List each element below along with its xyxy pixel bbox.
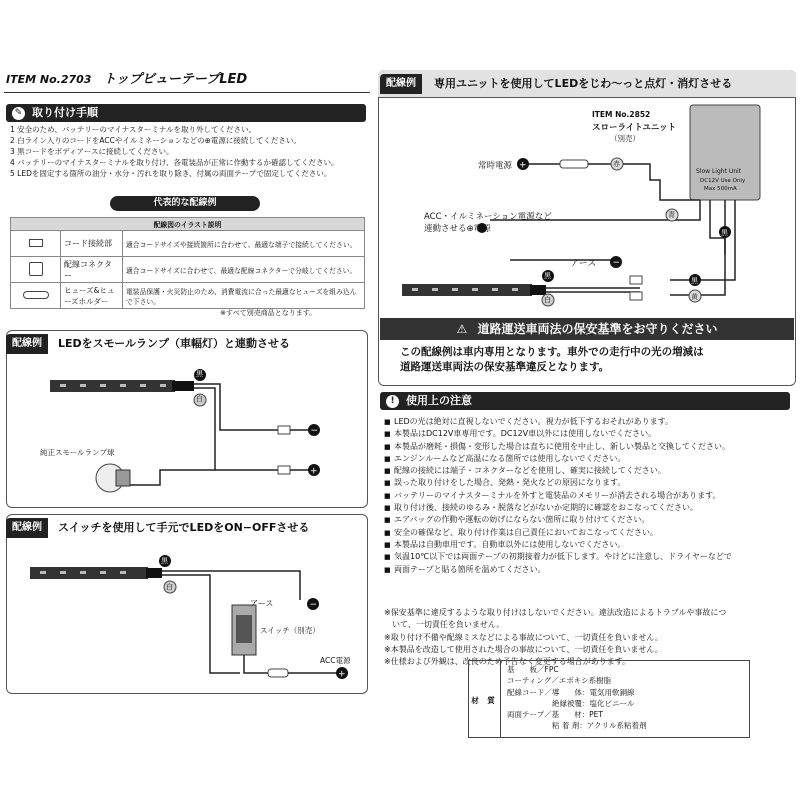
earth-label: アース (570, 259, 597, 269)
law-line: 道路運送車両法の保安基準違反となります。 (400, 361, 610, 373)
black-wire-label: 黒 (544, 272, 551, 280)
switch-label: スイッチ（別売） (260, 626, 320, 635)
cautions-section-bar (380, 392, 790, 410)
svg-text:+: + (310, 466, 318, 477)
unit-name: スローライトユニット (592, 123, 677, 133)
wiring-examples-pill: 代表的な配線例 (110, 196, 260, 211)
step-item: 3 黒コードをボディアースに接続してください。 (10, 147, 174, 156)
material-label: 材 質 (469, 661, 501, 737)
svg-text:+: + (519, 160, 527, 171)
material-row: 両面テープ／基 材：PET (507, 710, 603, 720)
law-text (400, 345, 780, 375)
black-wire-label: 黒 (721, 229, 728, 237)
blue-wire-label: 青 (668, 211, 675, 219)
install-steps (10, 124, 365, 179)
white-wire-label: 白 (196, 395, 203, 403)
white-wire-label: 白 (166, 583, 173, 591)
black-wire-label: 黒 (196, 370, 203, 378)
constant-power-label: 常時電源 (478, 161, 513, 171)
caution-item-cont: ■ 両面テープと貼る箇所を温めてください。 (384, 564, 794, 576)
install-title: 取り付け手順 (32, 106, 98, 119)
example3-title: 専用ユニットを使用してLEDをじわ〜っと点灯・消灯させる (434, 77, 733, 90)
product-header (0, 70, 370, 90)
example3-tag: 配線例 (380, 74, 422, 94)
fuse-holder-icon (11, 283, 61, 309)
law-warning-bar (380, 318, 794, 340)
legend-name: コード接続部 (61, 231, 123, 257)
legend-table (10, 217, 365, 309)
footnote: いて、一切責任を負いません。 (384, 620, 505, 630)
caution-item: ■ 安全の確保など、取り付け作業は自己責任においておこなってください。 (384, 527, 794, 539)
caution-item: ■ バッテリーのマイナスターミナルを外すと電装品のメモリーが消去される場合があります。 (384, 490, 794, 502)
example1-tag: 配線例 (6, 334, 48, 354)
example2-tag: 配線例 (6, 518, 48, 538)
caution-item: ■ 本製品が磨耗・損傷・変形した場合は直ちに使用を中止し、新しい製品と交換してください。 (384, 441, 794, 453)
material-row: 配線コード／導 体：電気用軟銅線 (507, 687, 635, 697)
svg-text:−: − (309, 600, 318, 610)
acc-label: ACC・イルミネーション電源など (424, 212, 552, 222)
warning-icon: ! (386, 395, 399, 408)
caution-item: ■ 気温10℃以下では両面テープの初期接着力が低下します。やけどに注意し、ドライヤーなどで (384, 551, 794, 563)
red-wire-label: 赤 (613, 160, 620, 168)
example1-title: LEDをスモールランプ（車幅灯）と連動させる (58, 337, 290, 350)
material-box (468, 660, 750, 738)
material-row: コーティング／エポキシ系樹脂 (507, 676, 612, 686)
led-strip (50, 380, 175, 392)
warning-icon: ⚠ (456, 322, 468, 336)
step-item: 5 LEDを固定する箇所の油分・水分・汚れを取り除き、付属の両面テープで固定してください。 (10, 169, 332, 178)
yellow-wire-label: 黄 (691, 293, 698, 301)
footnote: ※取り付け不備や配線ミスなどによる事故について、一切責任を負いません。 (384, 632, 663, 642)
step-item: 2 白ライン入りのコードをACCやイルミネーションなどの⊕電源に接続してください。 (10, 136, 301, 145)
caution-item: ■ LEDの光は絶対に直視しないでください。視力が低下するおそれがあります。 (384, 416, 794, 428)
footnote: ※仕様および外観は、改良のため予告なく変更する場合があります。 (384, 657, 631, 667)
material-row: 粘 着 剤：アクリル系粘着剤 (507, 721, 647, 731)
example2-diagram (10, 545, 364, 690)
white-wire-label: 白 (544, 296, 551, 304)
header-rule (4, 92, 370, 93)
wiring-connector-icon (11, 257, 61, 283)
material-row: 絶縁被覆：塩化ビニール (507, 698, 635, 708)
unit-text2: DC12V Use Only (700, 178, 746, 184)
wrench-icon: ✎ (12, 107, 25, 120)
black-wire-label: 黒 (161, 557, 168, 565)
unit-text3: Max 500mA (704, 186, 737, 192)
caution-item: ■ エンジンルームなど高温になる箇所では使用しないでください。 (384, 453, 794, 465)
step-item: 1 安全のため、バッテリーのマイナスターミナルを取り外してください。 (10, 125, 257, 134)
caution-item: ■ 本製品はDC12V車専用です。DC12V車以外には使用しないでください。 (384, 428, 794, 440)
footnote: ※保安基準に違反するような取り付けはしないでください。違法改造によるトラブルや事故につ (384, 608, 727, 617)
legend-desc: 適合コードサイズや接続箇所に合わせて、最適な端子で接続してください。 (123, 231, 365, 257)
black-wire-label: 黒 (691, 277, 698, 285)
cautions-title: 使用上の注意 (406, 394, 472, 407)
legend-desc: 適合コードサイズに合わせて、最適な配線コネクターで分岐してください。 (123, 257, 365, 283)
led-strip (30, 567, 148, 579)
example1-diagram (10, 360, 364, 505)
legend-desc: 電装品保護・火災防止のため、消費電流に合った最適なヒューズを組み込んで下さい。 (123, 283, 365, 309)
caution-item: ■ 本製品は自動車用です。自動車以外には使用しないでください。 (384, 539, 794, 551)
caution-item: ■ 配線の接続には端子・コネクターなどを使用し、確実に接続してください。 (384, 465, 794, 477)
unit-text1: Slow Light Unit (696, 168, 742, 175)
earth-label: アース (250, 599, 274, 608)
acc-label: ACC電源 (320, 656, 351, 665)
legend-name: 配線コネクター (61, 257, 123, 283)
unit-item-no: ITEM No.2852 (592, 110, 651, 119)
legend-name: ヒューズ&ヒューズホルダー (61, 283, 123, 309)
svg-text:−: − (612, 258, 621, 268)
material-row: 基 板／FPC (507, 665, 559, 674)
caution-item: ■ エアバッグの作動や運転の妨げにならない箇所に取り付けてください。 (384, 514, 794, 526)
footnote: ※本製品を改造して使用された場合の事故について、一切責任を負いません。 (384, 644, 663, 654)
item-number: ITEM No.2703 (6, 73, 92, 86)
lamp-label: 純正スモールランプ球 (40, 448, 115, 457)
caution-item: ■ 誤った取り付けをした場合、発熱・発火などの原因になります。 (384, 477, 794, 489)
legend-note: ※すべて別売商品となります。 (220, 309, 317, 317)
example2-title: スイッチを使用して手元でLEDをON−OFFさせる (58, 521, 310, 534)
acc-sub-label: 連動させる⊕電源 (424, 224, 491, 234)
cautions-list (384, 416, 794, 576)
install-section-bar (6, 104, 366, 122)
caution-item: ■ 取り付け後、接続のゆるみ・脱落などがないか定期的に確認をおこなってください。 (384, 502, 794, 514)
law-title: 道路運送車両法の保安基準をお守りください (477, 322, 718, 336)
svg-text:+: + (338, 669, 346, 680)
legend-header: 配線図のイラスト説明 (11, 218, 365, 231)
connector-icon (11, 231, 61, 257)
unit-sub: （別売） (610, 134, 640, 143)
product-name: トップビューテープLED (103, 72, 248, 87)
step-item: 4 バッテリーのマイナスターミナルを取り付け、各電装品が正常に作動するか確認してください。 (10, 158, 339, 167)
law-line: この配線例は車内専用となります。車外での走行中の光の増減は (400, 346, 704, 358)
example3-diagram (380, 100, 794, 316)
svg-text:−: − (310, 426, 319, 436)
